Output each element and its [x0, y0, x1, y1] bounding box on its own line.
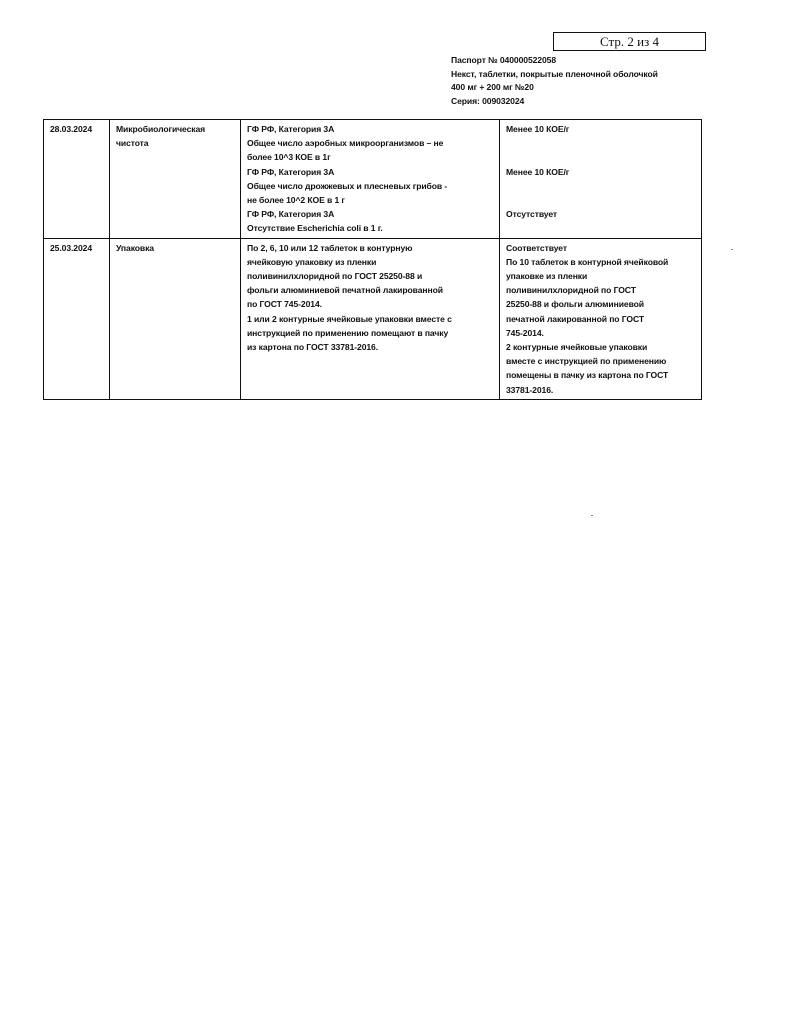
requirement-line: ГФ РФ, Категория 3А: [247, 209, 335, 220]
result-line: помещены в пачку из картона по ГОСТ: [506, 370, 669, 381]
table-row: [44, 120, 702, 239]
parameter-cell: [110, 120, 241, 239]
parameter-name-line: Микробиологическая: [116, 124, 206, 134]
requirement-line: фольги алюминиевой печатной лакированной: [247, 285, 443, 296]
result-line: вместе с инструкцией по применению: [506, 356, 667, 367]
requirement-line: не более 10^2 КОЕ в 1 г: [247, 195, 345, 206]
result-line: Отсутствует: [506, 209, 558, 220]
scan-speck: [731, 249, 733, 250]
requirement-line: Отсутствие Escherichia coli в 1 г.: [247, 223, 383, 234]
requirement-line: более 10^3 КОЕ в 1г: [247, 152, 331, 163]
result-cell: [500, 120, 702, 239]
date-cell: [44, 238, 110, 399]
requirement-line: По 2, 6, 10 или 12 таблеток в контурную: [247, 242, 413, 253]
requirement-line: Общее число аэробных микроорганизмов – не: [247, 138, 444, 149]
requirement-line: ГФ РФ, Категория 3А: [247, 166, 335, 177]
result-line: печатной лакированной по ГОСТ: [506, 313, 645, 324]
passport-number: Паспорт № 040000522058: [451, 55, 557, 65]
requirement-cell: [241, 238, 500, 399]
product-series: Серия: 009032024: [451, 95, 525, 106]
table-row: [44, 238, 702, 399]
result-line: Соответствует: [506, 242, 567, 253]
result-line: По 10 таблеток в контурной ячейковой: [506, 256, 669, 267]
parameter-name-line: чистота: [116, 138, 149, 149]
result-line: 745-2014.: [506, 327, 544, 338]
result-cell: [500, 238, 702, 399]
product-dosage: 400 мг + 200 мг №20: [451, 82, 534, 92]
requirement-line: ячейковую упаковку из пленки: [247, 256, 377, 267]
requirement-cell: [241, 120, 500, 239]
product-name: Некст, таблетки, покрытые пленочной оболочкой: [451, 68, 658, 79]
result-line: 33781-2016.: [506, 384, 554, 395]
page-number-box: [553, 32, 706, 51]
test-results-table: [43, 119, 702, 400]
test-date: 28.03.2024: [50, 124, 93, 134]
test-date: 25.03.2024: [50, 242, 93, 253]
document-header: [451, 54, 658, 108]
requirement-line: ГФ РФ, Категория 3А: [247, 124, 335, 134]
requirement-line: Общее число дрожжевых и плесневых грибов -: [247, 180, 448, 191]
requirement-line: 1 или 2 контурные ячейковые упаковки вместе с: [247, 313, 452, 324]
result-line: упаковке из пленки: [506, 271, 588, 282]
result-line: 25250-88 и фольги алюминиевой: [506, 299, 644, 310]
scan-speck: [591, 515, 593, 516]
requirement-line: по ГОСТ 745-2014.: [247, 299, 322, 310]
result-line: Менее 10 КОЕ/г: [506, 166, 570, 177]
page-number: Стр. 2 из 4: [600, 33, 659, 49]
requirement-line: из картона по ГОСТ 33781-2016.: [247, 342, 379, 353]
requirement-line: поливинилхлоридной по ГОСТ 25250-88 и: [247, 271, 423, 282]
parameter-name-line: Упаковка: [116, 242, 154, 253]
result-line: Менее 10 КОЕ/г: [506, 124, 570, 134]
parameter-cell: [110, 238, 241, 399]
date-cell: [44, 120, 110, 239]
result-line: 2 контурные ячейковые упаковки: [506, 342, 648, 353]
result-line: поливинилхлоридной по ГОСТ: [506, 285, 636, 296]
requirement-line: инструкцией по применению помещают в пачку: [247, 327, 449, 338]
